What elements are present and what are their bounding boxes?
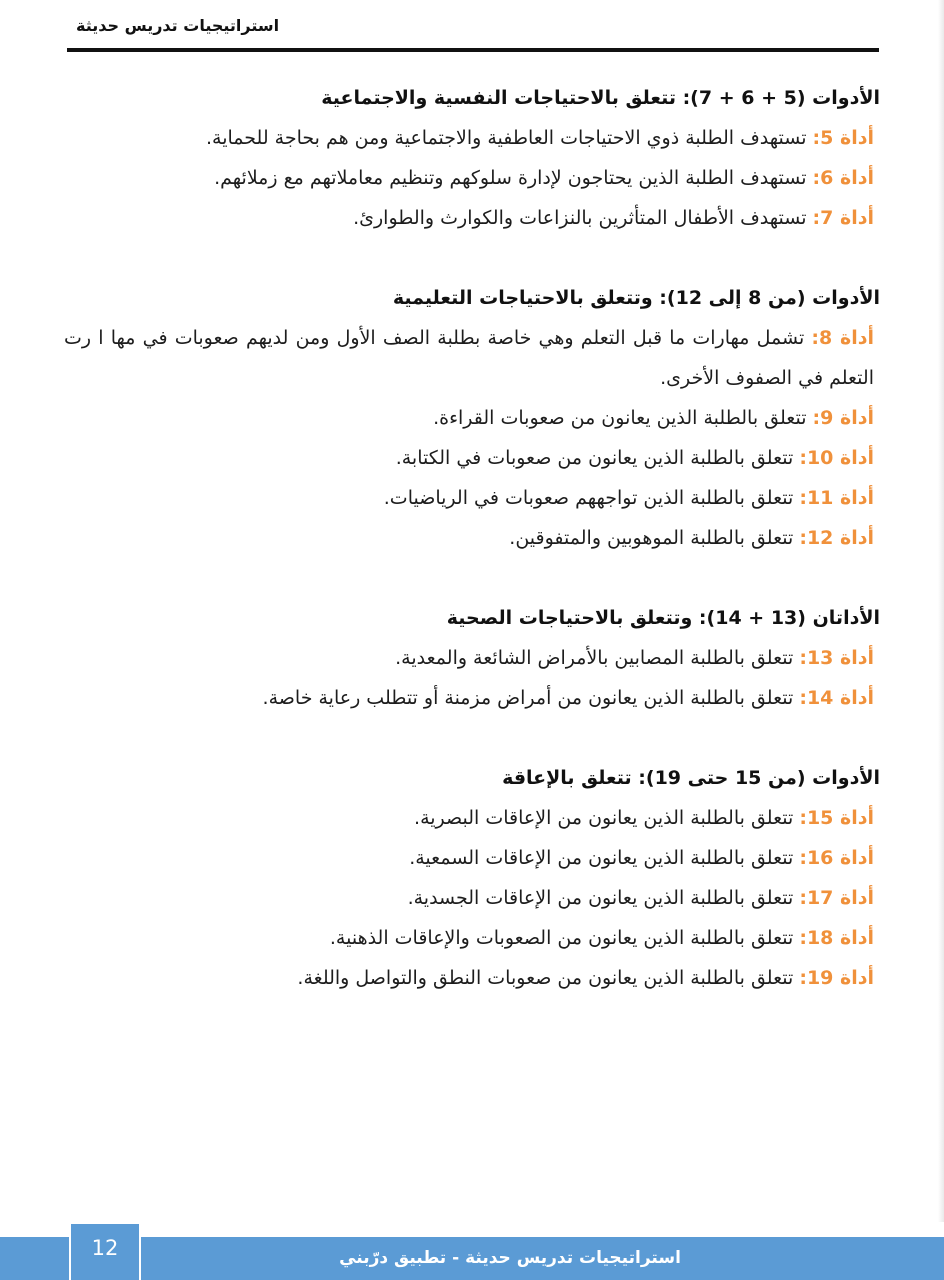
tool-description: تتعلق بالطلبة الذين يعانون من الإعاقات البصرية. (414, 807, 800, 829)
list-item-tool-12 (64, 518, 880, 558)
tool-description: تستهدف الأطفال المتأثرين بالنزاعات والكوارث والطوارئ. (353, 207, 813, 229)
tool-description: تتعلق بالطلبة الذين يعانون من الإعاقات السمعية. (409, 847, 800, 869)
section-health-needs (64, 598, 880, 718)
tool-label: أداة 17: (799, 887, 874, 909)
tool-description: تشمل مهارات ما قبل التعلم وهي خاصة بطلبة الصف الأول ومن لديهم صعوبات في مها ا رت التعلم في الصفوف الأخرى. (64, 327, 874, 389)
page-number-box (69, 1222, 141, 1280)
tool-description: تستهدف الطلبة الذين يحتاجون لإدارة سلوكهم وتنظيم معاملاتهم مع زملائهم. (214, 167, 813, 189)
tool-label: أداة 7: (812, 207, 874, 229)
list-item-tool-16 (64, 838, 880, 878)
footer-title: استراتيجيات تدريس حديثة - تطبيق درّبني (339, 1248, 681, 1268)
tool-label: أداة 6: (812, 167, 874, 189)
list-item-tool-5 (64, 118, 880, 158)
section-heading: الأدوات (من 8 إلى 12): وتتعلق بالاحتياجات التعليمية (392, 287, 880, 309)
list-item-tool-7 (64, 198, 880, 238)
list-item-tool-18 (64, 918, 880, 958)
list-item-tool-19 (64, 958, 880, 998)
list-item-tool-8 (64, 318, 880, 398)
tool-description: تتعلق بالطلبة الذين يعانون من صعوبات في الكتابة. (395, 447, 800, 469)
page-content (64, 78, 880, 1038)
tool-description: تتعلق بالطلبة الذين يعانون من صعوبات النطق والتواصل واللغة. (297, 967, 800, 989)
list-item-tool-17 (64, 878, 880, 918)
tool-label: أداة 10: (799, 447, 874, 469)
running-header: استراتيجيات تدريس حديثة (76, 16, 280, 35)
section-psychosocial-needs (64, 78, 880, 238)
tool-description: تتعلق بالطلبة الذين يعانون من الإعاقات الجسدية. (407, 887, 800, 909)
page-edge-shadow (938, 0, 944, 1222)
tool-label: أداة 15: (799, 807, 874, 829)
tool-label: أداة 5: (812, 127, 874, 149)
tool-description: تتعلق بالطلبة الموهوبين والمتفوقين. (509, 527, 800, 549)
tool-label: أداة 9: (812, 407, 874, 429)
list-item-tool-14 (64, 678, 880, 718)
tool-label: أداة 18: (799, 927, 874, 949)
tool-label: أداة 8: (811, 327, 874, 349)
list-item-tool-13 (64, 638, 880, 678)
section-disability (64, 758, 880, 998)
tool-label: أداة 19: (799, 967, 874, 989)
section-educational-needs (64, 278, 880, 558)
tool-description: تتعلق بالطلبة الذين تواجههم صعوبات في الرياضيات. (383, 487, 800, 509)
list-item-tool-10 (64, 438, 880, 478)
section-heading: الأدوات (من 15 حتى 19): تتعلق بالإعاقة (502, 767, 880, 789)
tool-label: أداة 13: (799, 647, 874, 669)
list-item-tool-11 (64, 478, 880, 518)
tool-description: تتعلق بالطلبة الذين يعانون من أمراض مزمنة أو تتطلب رعاية خاصة. (262, 687, 800, 709)
section-heading: الأداتان (13 + 14): وتتعلق بالاحتياجات الصحية (446, 607, 880, 629)
tool-label: أداة 16: (799, 847, 874, 869)
tool-description: تتعلق بالطلبة المصابين بالأمراض الشائعة والمعدية. (395, 647, 800, 669)
list-item-tool-6 (64, 158, 880, 198)
tool-label: أداة 14: (799, 687, 874, 709)
section-heading: الأدوات (5 + 6 + 7): تتعلق بالاحتياجات النفسية والاجتماعية (321, 87, 880, 109)
tool-description: تتعلق بالطلبة الذين يعانون من الصعوبات والإعاقات الذهنية. (329, 927, 800, 949)
list-item-tool-9 (64, 398, 880, 438)
tool-label: أداة 11: (799, 487, 874, 509)
tool-description: تستهدف الطلبة ذوي الاحتياجات العاطفية والاجتماعية ومن هم بحاجة للحماية. (205, 127, 813, 149)
header-rule (67, 48, 879, 52)
tool-label: أداة 12: (799, 527, 874, 549)
list-item-tool-15 (64, 798, 880, 838)
tool-description: تتعلق بالطلبة الذين يعانون من صعوبات القراءة. (433, 407, 813, 429)
page-number: 12 (91, 1236, 119, 1260)
